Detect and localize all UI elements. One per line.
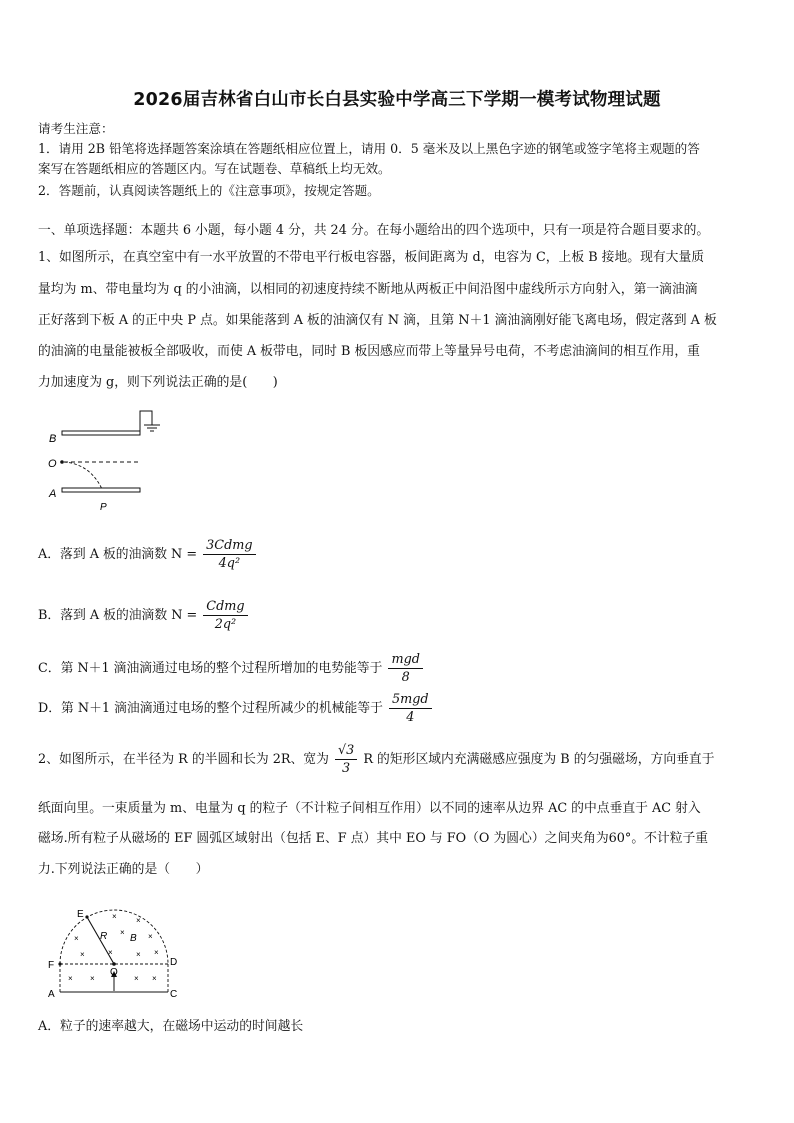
- q1-option-d-den: 4: [406, 710, 415, 725]
- q2-line-2: 纸面向里。一束质量为 m、电量为 q 的粒子（不计粒子间相互作用）以不同的速率从边界 AC 的中点垂直于 AC 射入: [38, 801, 701, 816]
- label-b: B: [49, 433, 57, 445]
- label-c: C: [170, 989, 178, 1000]
- droplet-trajectory: [64, 462, 102, 489]
- q1-option-b-text: B．落到 A 板的油滴数 N =: [38, 608, 198, 623]
- field-cross: ×: [90, 974, 95, 983]
- q1-option-a-den: 4q²: [218, 556, 241, 571]
- q1-option-c-num: mgd: [388, 651, 423, 669]
- q1-line-4: 的油滴的电量能被板全部吸收，而使 A 板带电，同时 B 板因感应而带上等量异号电荷，不考虑油滴间的相互作用，重: [38, 344, 700, 359]
- q1-option-c[interactable]: [38, 651, 425, 686]
- label-o: O: [48, 458, 57, 470]
- q1-option-d-num: 5mgd: [389, 691, 432, 709]
- page-title: 2026届吉林省白山市长白县实验中学高三下学期一模考试物理试题: [133, 90, 661, 110]
- field-cross: ×: [134, 974, 139, 983]
- q1-option-c-fraction: [388, 651, 423, 686]
- field-cross: ×: [136, 950, 141, 959]
- notice-item-2: 2．答题前，认真阅读答题纸上的《注意事项》，按规定答题。: [38, 183, 380, 198]
- q2-line-1b: R 的矩形区域内充满磁感应强度为 B 的匀强磁场，方向垂直于: [363, 752, 715, 767]
- label-a2: A: [48, 989, 55, 1000]
- plate-b: [62, 431, 140, 435]
- label-b2: B: [130, 933, 137, 944]
- field-cross: ×: [68, 974, 73, 983]
- q1-option-c-den: 8: [401, 670, 410, 685]
- q2-line-3: 磁场.所有粒子从磁场的 EF 圆弧区域射出（包括 E、F 点）其中 EO 与 FO（O 为圆心）之间夹角为60°。不计粒子重: [38, 831, 709, 846]
- label-f: F: [48, 960, 55, 971]
- label-o2: O: [110, 967, 118, 978]
- label-e: E: [77, 909, 84, 920]
- q2-frac-num: √3: [335, 742, 357, 760]
- q1-option-d-fraction: [389, 691, 432, 726]
- q1-option-a[interactable]: [38, 537, 258, 572]
- q2-line-4: 力.下列说法正确的是（ ）: [38, 862, 209, 877]
- q1-option-b[interactable]: [38, 598, 250, 633]
- section-heading: 一、单项选择题：本题共 6 小题，每小题 4 分，共 24 分。在每小题给出的四个选项中，只有一项是符合题目要求的。: [38, 223, 710, 238]
- plate-a: [62, 488, 140, 492]
- field-cross: ×: [152, 974, 157, 983]
- q1-line-3: 正好落到下板 A 的正中央 P 点。如果能落到 A 板的油滴仅有 N 滴，且第 N＋1 滴油滴刚好能飞离电场，假定落到 A 板: [38, 313, 717, 328]
- point-o: [60, 460, 64, 464]
- field-cross: ×: [112, 912, 117, 921]
- q1-line-5: 力加速度为 g，则下列说法正确的是( ): [38, 375, 278, 390]
- field-cross: ×: [74, 934, 79, 943]
- field-cross: ×: [120, 928, 125, 937]
- q1-option-b-fraction: [203, 598, 247, 633]
- q1-option-a-num: 3Cdmg: [203, 537, 255, 555]
- q2-line-1a: 2、如图所示，在半径为 R 的半圆和长为 2R、宽为: [38, 752, 329, 767]
- field-cross: ×: [80, 950, 85, 959]
- q1-option-b-num: Cdmg: [203, 598, 247, 616]
- q1-option-b-den: 2q²: [214, 617, 237, 632]
- notice-heading: 请考生注意：: [38, 121, 114, 136]
- q1-capacitor-figure: [40, 405, 180, 515]
- field-cross: ×: [108, 948, 113, 957]
- q1-option-a-fraction: [203, 537, 255, 572]
- point-f: [58, 962, 61, 965]
- q2-line-1: [38, 742, 715, 777]
- q1-option-a-text: A．落到 A 板的油滴数 N =: [38, 547, 198, 562]
- q1-option-d-text: D．第 N＋1 滴油滴通过电场的整个过程所减少的机械能等于: [38, 701, 383, 716]
- field-cross: ×: [154, 948, 159, 957]
- label-r: R: [100, 931, 108, 942]
- notice-item-1b: 案写在答题纸相应的答题区内。写在试题卷、草稿纸上均无效。: [38, 161, 391, 176]
- label-a: A: [49, 488, 57, 500]
- field-cross: ×: [136, 916, 141, 925]
- label-p: P: [100, 502, 107, 513]
- point-o2: [112, 962, 116, 966]
- point-e: [85, 915, 88, 918]
- notice-item-1a: 1．请用 2B 铅笔将选择题答案涂填在答题纸相应位置上，请用 0．5 毫米及以上黑色字迹的钢笔或签字笔将主观题的答: [38, 141, 700, 156]
- q2-frac-den: 3: [342, 761, 351, 776]
- q2-magnetic-field-figure: [44, 905, 184, 1003]
- field-cross: ×: [148, 932, 153, 941]
- q2-option-a[interactable]: A．粒子的速率越大，在磁场中运动的时间越长: [38, 1019, 304, 1034]
- q1-line-1: 1、如图所示，在真空室中有一水平放置的不带电平行板电容器，板间距离为 d，电容为 C，上板 B 接地。现有大量质: [38, 250, 705, 265]
- q1-option-d[interactable]: [38, 691, 434, 726]
- label-d: D: [170, 957, 178, 968]
- q1-option-c-text: C．第 N＋1 滴油滴通过电场的整个过程所增加的电势能等于: [38, 661, 383, 676]
- q1-line-2: 量均为 m、带电量均为 q 的小油滴，以相同的初速度持续不断地从两板正中间沿图中虚线所示方向射入，第一滴油滴: [38, 282, 698, 297]
- q2-width-fraction: [335, 742, 357, 777]
